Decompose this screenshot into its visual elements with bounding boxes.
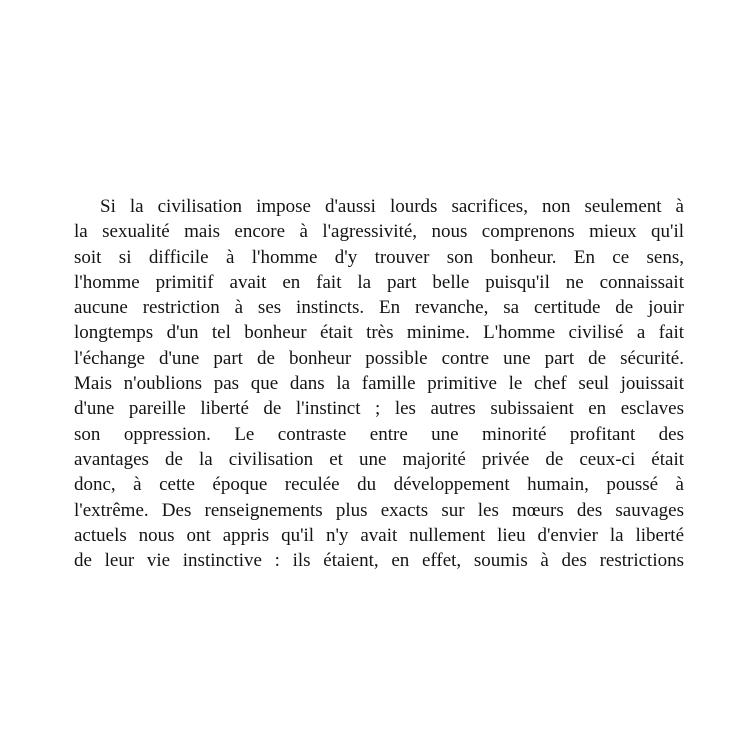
text-line: l'homme primitif avait en fait la part belle puisqu'il ne connaissait: [74, 271, 684, 293]
text-line: soit si difficile à l'homme d'y trouver son bonheur. En ce sens,: [74, 246, 684, 268]
text-line: aucune restriction à ses instincts. En revanche, sa certitude de jouir: [74, 297, 684, 319]
text-line: l'échange d'une part de bonheur possible contre une part de sécurité.: [74, 347, 684, 369]
text-line: actuels nous ont appris qu'il n'y avait nullement lieu d'envier la liberté: [74, 524, 684, 546]
text-line: longtemps d'un tel bonheur était très minime. L'homme civilisé a fait: [74, 322, 684, 344]
text-line: Mais n'oublions pas que dans la famille primitive le chef seul jouissait: [74, 373, 684, 395]
body-paragraph: [74, 194, 684, 573]
text-line: d'une pareille liberté de l'instinct ; les autres subissaient en esclaves: [74, 398, 684, 420]
text-line: donc, à cette époque reculée du développement humain, poussé à: [74, 474, 684, 496]
text-line: l'extrême. Des renseignements plus exacts sur les mœurs des sauvages: [74, 499, 684, 521]
text-line: son oppression. Le contraste entre une minorité profitant des: [74, 423, 684, 445]
text-line: de leur vie instinctive : ils étaient, en effet, soumis à des restrictions: [74, 550, 684, 572]
text-line: avantages de la civilisation et une majorité privée de ceux-ci était: [74, 448, 684, 470]
text-line: la sexualité mais encore à l'agressivité, nous comprenons mieux qu'il: [74, 221, 684, 243]
text-line: Si la civilisation impose d'aussi lourds sacrifices, non seulement à: [100, 196, 684, 217]
